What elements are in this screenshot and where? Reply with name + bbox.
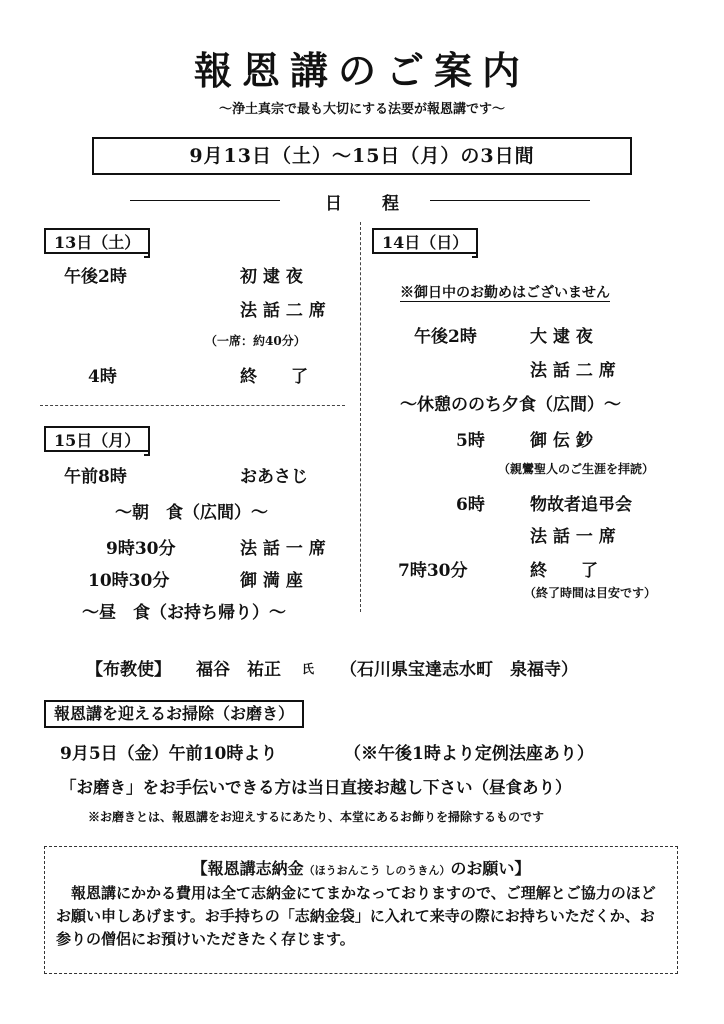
donation-title-left: 【報恩講志納金 (191, 859, 304, 878)
day15-time-1: 午前8時 (64, 467, 127, 487)
donation-body: 報恩講にかかる費用は全て志納金にてまかなっておりますので、ご理解とご協力のほどお願い申しあげます。お手持ちの「志納金袋」に入れて来寺の際にお持ちいただくか、お参りの僧侶にお預けいただきたく存じます。 (56, 884, 656, 948)
day15-event-4: 御 満 座 (240, 571, 303, 591)
day14-event-7: 法 話 一 席 (530, 527, 616, 547)
preacher-honorific: 氏 (302, 662, 315, 676)
page-title: 報恩講のご案内 (193, 48, 530, 93)
day13-event-4: 終 了 (240, 367, 308, 387)
cleaning-explanation: ※お磨きとは、報恩講をお迎えするにあたり、本堂にあるお飾りを掃除するものです (88, 810, 545, 824)
day15-label: 15日（月） (44, 426, 148, 452)
day15-event-3: 法 話 一 席 (240, 539, 326, 559)
donation-title-right: のお願い】 (450, 859, 531, 878)
section-divider (40, 405, 345, 406)
page-subtitle: ～浄土真宗で最も大切にする法要が報恩講です～ (218, 102, 505, 117)
preacher-label: 【布教使】 (86, 660, 171, 680)
day14-label: 14日（日） (372, 228, 476, 254)
day14-event-5: （親鸞聖人のご生涯を拝読） (498, 462, 655, 476)
day14-event-2: 法 話 二 席 (530, 361, 616, 381)
day13-event-1: 初 逮 夜 (240, 267, 303, 287)
day14-event-4: 御 伝 鈔 (530, 431, 593, 451)
date-range-box: 9月13日（土）～15日（月）の3日間 (92, 137, 632, 175)
day14-time-8: 7時30分 (398, 561, 468, 581)
day15-time-4: 10時30分 (88, 571, 170, 591)
day14-note: ※御日中のお勤めはございません (400, 285, 610, 301)
cleaning-date: 9月5日（金）午前10時より (60, 744, 278, 764)
day14-event-6: 物故者追弔会 (530, 495, 632, 515)
day13-event-2: 法 話 二 席 (240, 301, 326, 321)
preacher-name: 福谷 祐正 (196, 660, 281, 680)
day14-event-1: 大 逮 夜 (530, 327, 593, 347)
cleaning-note: （※午後1時より定例法座あり） (344, 744, 594, 764)
day15-meal-1: ～朝 食（広間）～ (115, 503, 268, 523)
day14-time-4: 5時 (456, 431, 485, 451)
day13-label: 13日（土） (44, 228, 148, 254)
day15-meal-2: ～昼 食（お持ち帰り）～ (82, 603, 286, 623)
day14-break: ～休憩ののち夕食（広間）～ (400, 395, 621, 415)
day15-time-3: 9時30分 (106, 539, 176, 559)
cleaning-request: 「お磨き」をお手伝いできる方は当日直接お越し下さい（昼食あり） (60, 778, 572, 797)
day13-time-1: 午後2時 (64, 267, 127, 287)
schedule-heading: 日程 (325, 194, 439, 214)
day14-time-6: 6時 (456, 495, 485, 515)
day13-event-3: （一席：約40分） (205, 334, 306, 348)
donation-title (44, 856, 678, 879)
divider-right (430, 200, 590, 201)
day13-time-4: 4時 (88, 367, 117, 387)
day14-event-9: （終了時間は目安です） (524, 586, 657, 600)
day14-time-1: 午後2時 (414, 327, 477, 347)
day15-event-1: おあさじ (240, 467, 308, 487)
column-divider (360, 222, 361, 612)
preacher-temple: （石川県宝達志水町 泉福寺） (340, 660, 578, 680)
day14-event-8: 終 了 (530, 561, 598, 581)
cleaning-title: 報恩講を迎えるお掃除（お磨き） (44, 700, 304, 728)
donation-reading: （ほうおんこう しのうきん） (303, 864, 451, 877)
